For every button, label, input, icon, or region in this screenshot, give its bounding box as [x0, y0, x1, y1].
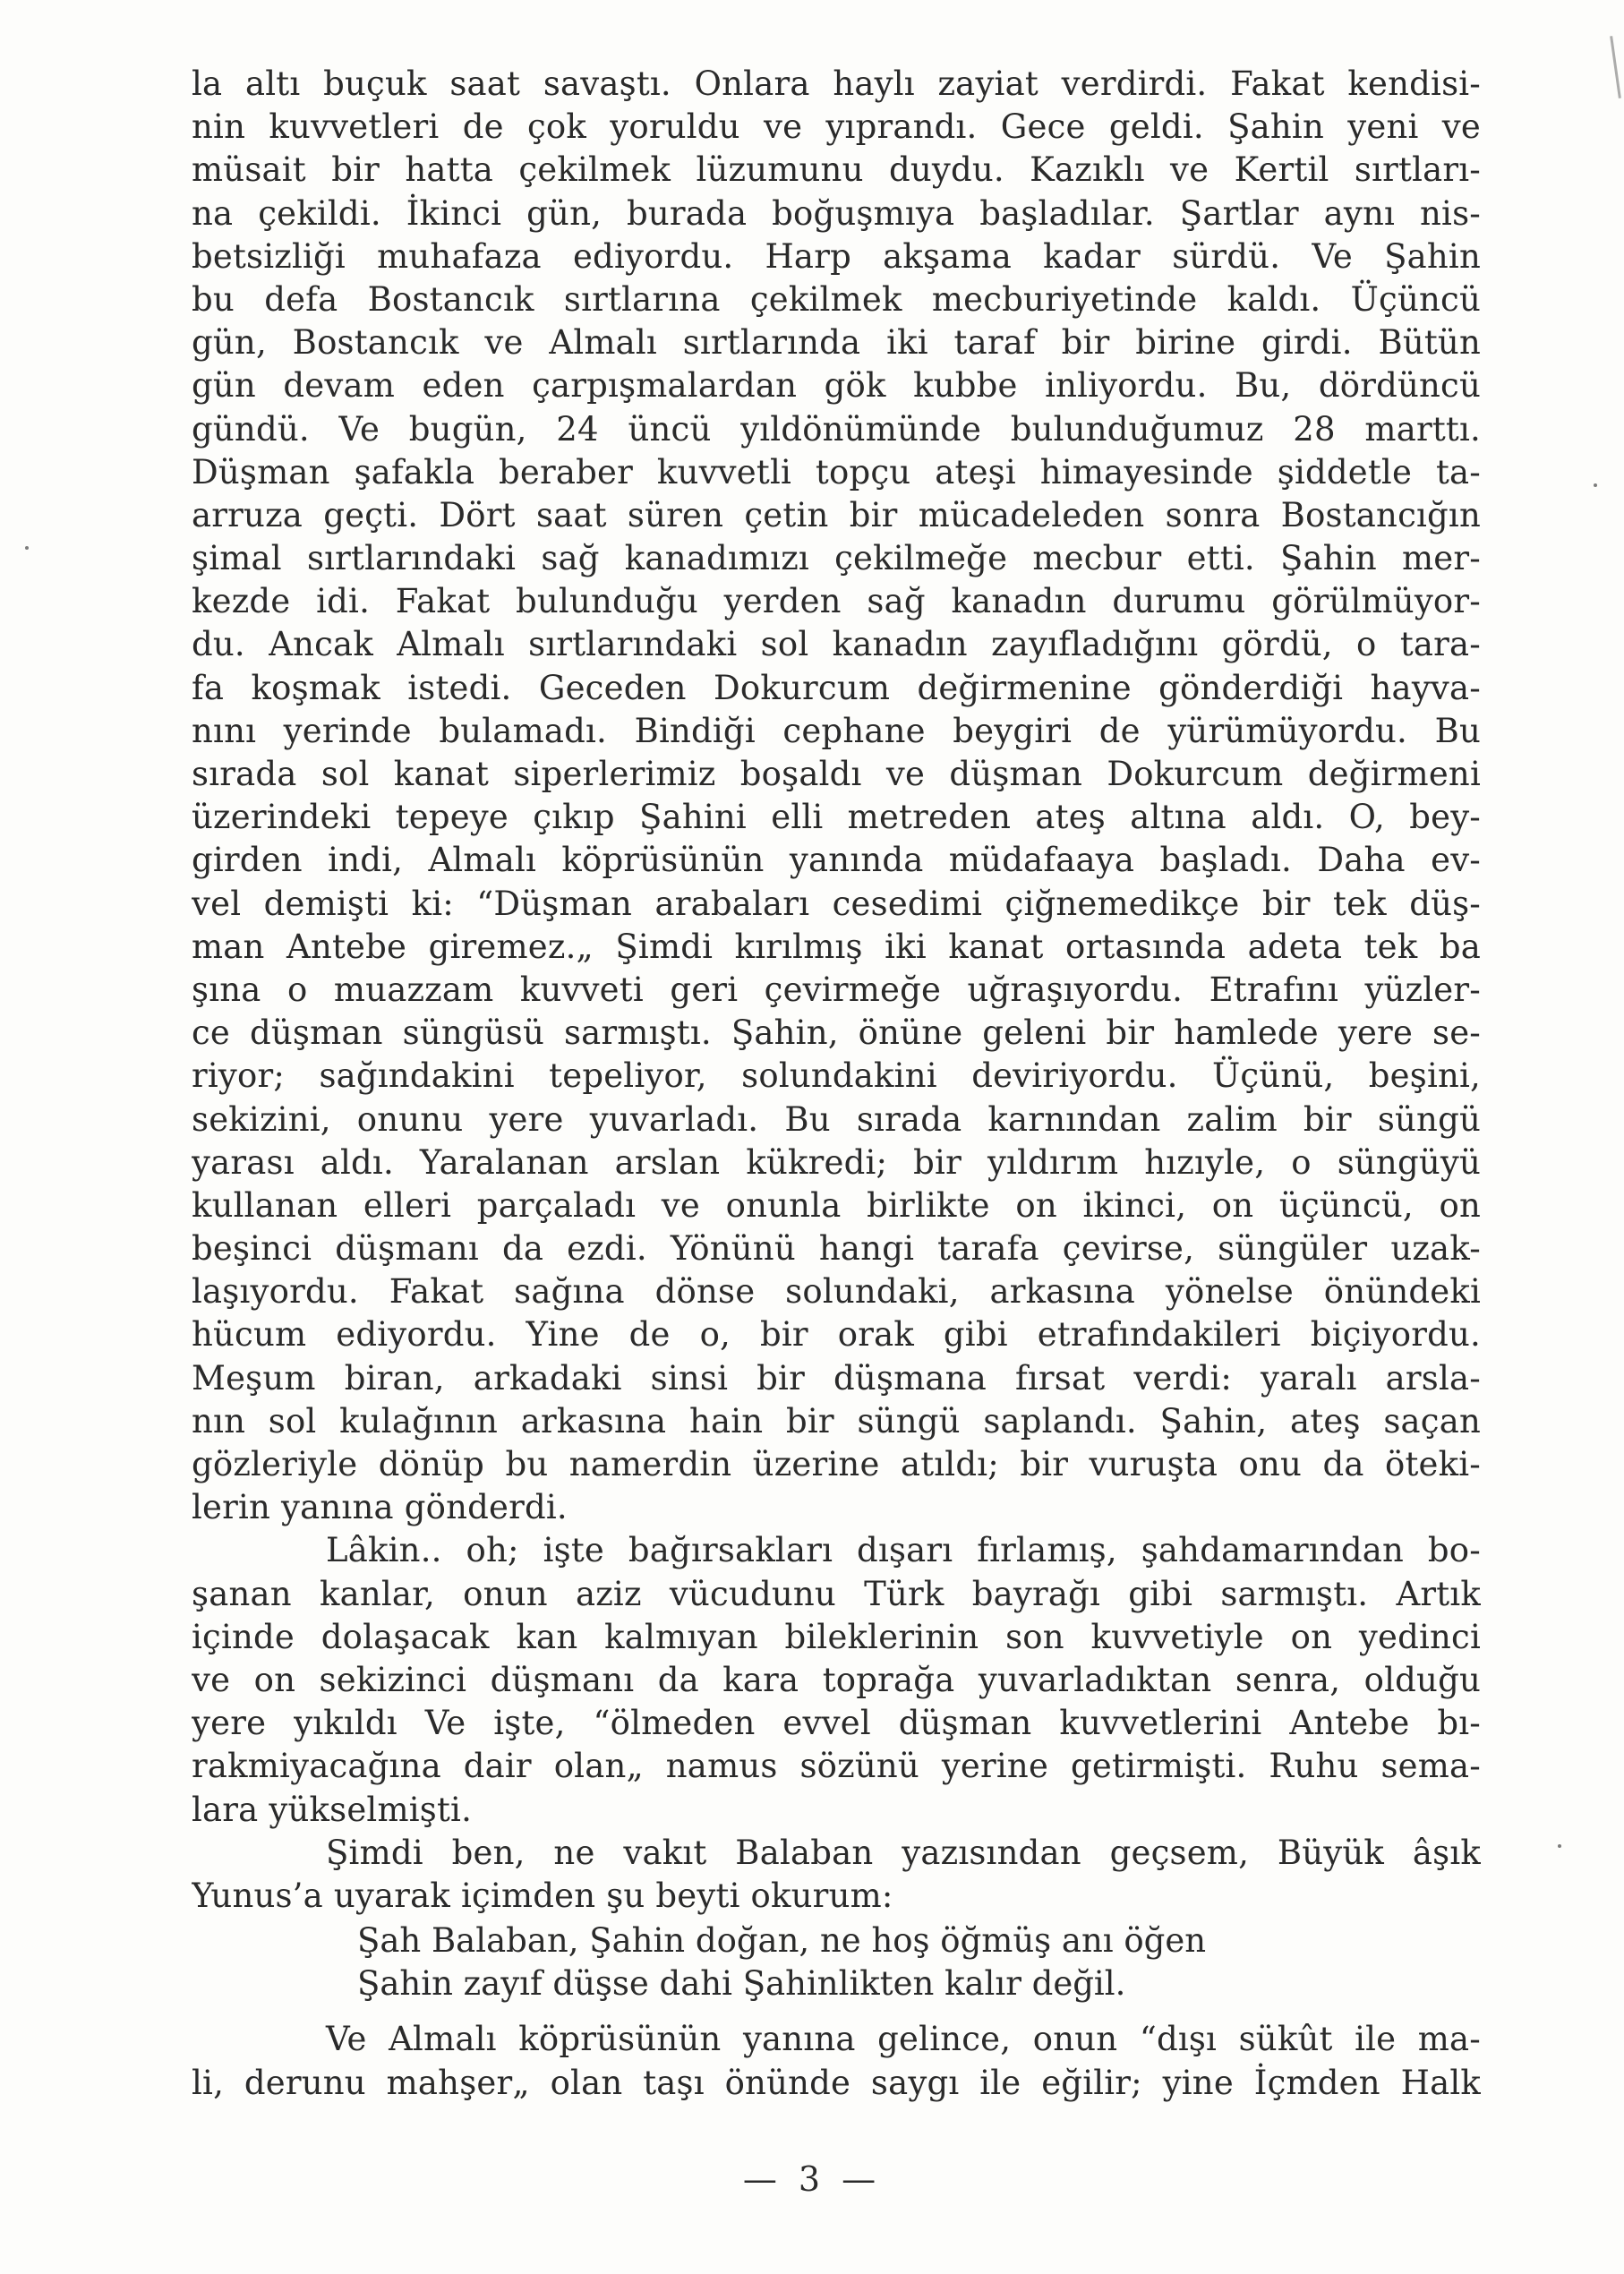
scan-speck [25, 546, 29, 550]
scan-edge-mark [1610, 36, 1621, 98]
text-line: müsait bir hatta çekilmek lüzumunu duydu. Kazıklı ve Kertil sırtları- [192, 150, 1481, 190]
text-line: Meşum biran, arkadaki sinsi bir düşmana fırsat verdi: yaralı arsla- [192, 1358, 1481, 1398]
text-line: gündü. Ve bugün, 24 üncü yıldönümünde bulunduğumuz 28 marttı. [192, 409, 1481, 449]
text-line: man Antebe giremez.„ Şimdi kırılmış iki kanat ortasında adeta tek ba [192, 927, 1481, 966]
text-line: arruza geçti. Dört saat süren çetin bir mücadeleden sonra Bostancığın [192, 495, 1481, 534]
verse-couplet [192, 1919, 1481, 2005]
text-line: lerin yanına gönderdi. [192, 1488, 568, 1527]
text-line: riyor; sağındakini tepeliyor, solundakini deviriyordu. Üçünü, beşini, [192, 1056, 1481, 1096]
text-line: şanan kanlar, onun aziz vücudunu Türk bayrağı gibi sarmıştı. Artık [192, 1574, 1481, 1613]
text-line: üzerindeki tepeye çıkıp Şahini elli metreden ateş altına aldı. O, bey- [192, 798, 1481, 837]
text-line: du. Ancak Almalı sırtlarındaki sol kanadın zayıfladığını gördü, o tara- [192, 625, 1481, 664]
text-line: lara yükselmişti. [192, 1790, 473, 1829]
scan-speck [1558, 1844, 1561, 1848]
text-line: sırada sol kanat siperlerimiz boşaldı ve düşman Dokurcum değirmeni [192, 755, 1481, 793]
text-line: hücum ediyordu. Yine de o, bir orak gibi etrafındakileri biçiyordu. [192, 1315, 1481, 1355]
text-line: Şimdi ben, ne vakıt Balaban yazısından geçsem, Büyük âşık [326, 1833, 1481, 1872]
text-line: li, derunu mahşer„ olan taşı önünde saygı ile eğilir; yine İçmden Halk [192, 2063, 1481, 2102]
text-line: yarası aldı. Yaralanan arslan kükredi; bir yıldırım hızıyle, o süngüyü [192, 1142, 1481, 1182]
text-line: gün, Bostancık ve Almalı sırtlarında iki taraf bir birine girdi. Bütün [192, 323, 1481, 363]
text-line: ce düşman süngüsü sarmıştı. Şahin, önüne geleni bir hamlede yere se- [192, 1013, 1481, 1053]
text-line: girden indi, Almalı köprüsünün yanında müdafaaya başladı. Daha ev- [192, 841, 1481, 880]
text-line: Lâkin.. oh; işte bağırsakları dışarı fırlamış, şahdamarından bo- [326, 1531, 1481, 1570]
text-line: laşıyordu. Fakat sağına dönse solundaki, arkasına yönelse önündeki [192, 1272, 1481, 1312]
text-line: nin kuvvetleri de çok yoruldu ve yıprandı. Gece geldi. Şahin yeni ve [192, 107, 1481, 147]
text-line: şına o muazzam kuvveti geri çevirmeğe uğraşıyordu. Etrafını yüzler- [192, 970, 1481, 1009]
paragraph-fourth [192, 2018, 1481, 2104]
paragraph-main [192, 63, 1481, 1529]
text-line: la altı buçuk saat savaştı. Onlara haylı zayiat verdirdi. Fakat kendisi- [192, 64, 1481, 103]
text-line: nını yerinde bulamadı. Bindiği cephane beygiri de yürümüyordu. Bu [192, 711, 1481, 750]
body-text [192, 63, 1481, 2105]
text-line: ve on sekizinci düşmanı da kara toprağa yuvarladıktan senra, olduğu [192, 1660, 1481, 1699]
page-number: — 3 — [742, 2159, 882, 2199]
text-line: Yunus’a uyarak içimden şu beyti okurum: [192, 1876, 893, 1915]
text-line: na çekildi. İkinci gün, burada boğuşmıya başladılar. Şartlar aynı nis- [192, 193, 1481, 233]
paragraph-third [192, 1832, 1481, 1918]
text-line: nın sol kulağının arkasına hain bir süngü saplandı. Şahin, ateş saçan [192, 1401, 1481, 1440]
text-line: Ve Almalı köprüsünün yanına gelince, onun “dışı sükût ile ma- [326, 2020, 1481, 2059]
text-line: kullanan elleri parçaladı ve onunla birlikte on ikinci, on üçüncü, on [192, 1185, 1481, 1225]
text-line: vel demişti ki: “Düşman arabaları cesedimi çiğnemedikçe bir tek düş- [192, 884, 1481, 923]
text-line: betsizliği muhafaza ediyordu. Harp akşama kadar sürdü. Ve Şahin [192, 236, 1481, 276]
text-line: sekizini, onunu yere yuvarladı. Bu sırada karnından zalim bir süngü [192, 1099, 1481, 1139]
paragraph-second [192, 1529, 1481, 1831]
text-line: şimal sırtlarındaki sağ kanadımızı çekilmeğe mecbur etti. Şahin mer- [192, 539, 1481, 578]
text-line: beşinci düşmanı da ezdi. Yönünü hangi tarafa çevirse, süngüler uzak- [192, 1229, 1481, 1269]
text-line: gün devam eden çarpışmalardan gök kubbe inliyordu. Bu, dördüncü [192, 366, 1481, 406]
text-line: bu defa Bostancık sırtlarına çekilmek mecburiyetinde kaldı. Üçüncü [192, 279, 1481, 319]
verse-line: Şahin zayıf düşse dahi Şahinlikten kalır değil. [357, 1964, 1126, 2004]
text-line: içinde dolaşacak kan kalmıyan bileklerinin son kuvvetiyle on yedinci [192, 1617, 1481, 1656]
text-line: Düşman şafakla beraber kuvvetli topçu ateşi himayesinde şiddetle ta- [192, 452, 1481, 492]
text-line: rakmiyacağına dair olan„ namus sözünü yerine getirmişti. Ruhu sema- [192, 1747, 1481, 1786]
scan-speck [1594, 483, 1597, 487]
text-line: kezde idi. Fakat bulunduğu yerden sağ kanadın durumu görülmüyor- [192, 582, 1481, 621]
verse-line: Şah Balaban, Şahin doğan, ne hoş öğmüş anı öğen [357, 1921, 1207, 1961]
text-line: fa koşmak istedi. Geceden Dokurcum değirmenine gönderdiği hayva- [192, 668, 1481, 707]
text-line: yere yıkıldı Ve işte, “ölmeden evvel düşman kuvvetlerini Antebe bı- [192, 1704, 1481, 1743]
text-line: gözleriyle dönüp bu namerdin üzerine atıldı; bir vuruşta onu da öteki- [192, 1445, 1481, 1483]
